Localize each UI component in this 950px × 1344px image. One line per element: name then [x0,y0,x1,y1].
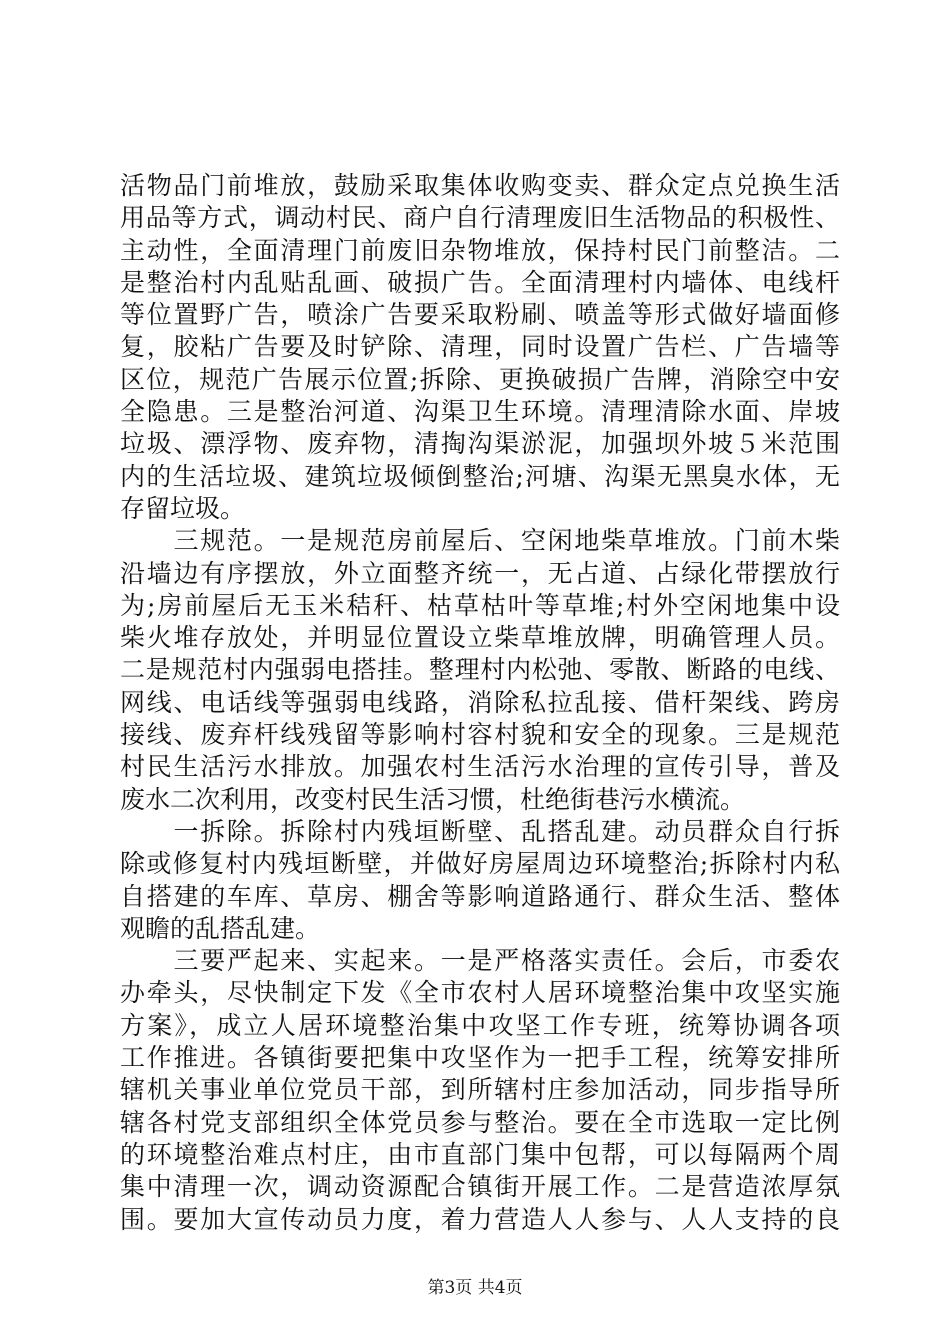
text-line: 三要严起来、实起来。一是严格落实责任。会后，市委农 [120,946,840,976]
text-line: 内的生活垃圾、建筑垃圾倾倒整治;河塘、沟渠无黑臭水体，无 [120,461,840,491]
text-line: 办牵头，尽快制定下发《全市农村人居环境整治集中攻坚实施 [120,978,840,1008]
text-line: 复，胶粘广告要及时铲除、清理，同时设置广告栏、广告墙等 [120,332,840,362]
text-line: 网线、电话线等强弱电线路，消除私拉乱接、借杆架线、跨房 [120,687,840,717]
text-line: 除或修复村内残垣断壁，并做好房屋周边环境整治;拆除村内私 [120,849,840,879]
page-footer: 第3页 共4页 [427,1278,523,1298]
text-line: 方案》，成立人居环境整治集中攻坚工作专班，统筹协调各项 [120,1010,840,1040]
text-line: 集中清理一次，调动资源配合镇街开展工作。二是营造浓厚氛 [120,1172,840,1202]
text-line: 沿墙边有序摆放，外立面整齐统一，无占道、占绿化带摆放行 [120,558,840,588]
text-line: 全隐患。三是整治河道、沟渠卫生环境。清理清除水面、岸坡 [120,397,840,427]
text-line: 工作推进。各镇街要把集中攻坚作为一把手工程，统筹安排所 [120,1043,840,1073]
text-line: 区位，规范广告展示位置;拆除、更换破损广告牌，消除空中安 [120,364,840,394]
text-line: 是整治村内乱贴乱画、破损广告。全面清理村内墙体、电线杆 [120,267,840,297]
text-line: 废水二次利用，改变村民生活习惯，杜绝街巷污水横流。 [120,784,746,814]
text-line: 辖机关事业单位党员干部，到所辖村庄参加活动，同步指导所 [120,1075,840,1105]
text-line: 垃圾、漂浮物、废弃物，清掏沟渠淤泥，加强坝外坡５米范围 [120,429,840,459]
text-line: 三规范。一是规范房前屋后、空闲地柴草堆放。门前木柴 [120,526,840,556]
text-line: 的环境整治难点村庄，由市直部门集中包帮，可以每隔两个周 [120,1139,840,1169]
text-line: 村民生活污水排放。加强农村生活污水治理的宣传引导，普及 [120,752,840,782]
text-line: 接线、废弃杆线残留等影响村容村貌和安全的现象。三是规范 [120,720,840,750]
text-line: 为;房前屋后无玉米秸秆、枯草枯叶等草堆;村外空闲地集中设 [120,590,840,620]
text-line: 活物品门前堆放，鼓励采取集体收购变卖、群众定点兑换生活 [120,171,840,200]
text-line: 二是规范村内强弱电搭挂。整理村内松弛、零散、断路的电线、 [120,655,840,685]
text-line: 自搭建的车库、草房、棚舍等影响道路通行、群众生活、整体 [120,881,840,911]
text-line: 等位置野广告，喷涂广告要采取粉刷、喷盖等形式做好墙面修 [120,300,840,330]
text-line: 观瞻的乱搭乱建。 [120,913,321,943]
text-line: 存留垃圾。 [120,493,246,523]
text-line: 围。要加大宣传动员力度，着力营造人人参与、人人支持的良 [120,1204,840,1234]
text-line: 主动性，全面清理门前废旧杂物堆放，保持村民门前整洁。二 [120,235,840,265]
text-line: 柴火堆存放处，并明显位置设立柴草堆放牌，明确管理人员。 [120,623,840,653]
text-line: 辖各村党支部组织全体党员参与整治。要在全市选取一定比例 [120,1107,840,1137]
text-line: 用品等方式，调动村民、商户自行清理废旧生活物品的积极性、 [120,203,840,233]
text-line: 一拆除。拆除村内残垣断壁、乱搭乱建。动员群众自行拆 [120,816,840,846]
document-body [120,170,840,1236]
